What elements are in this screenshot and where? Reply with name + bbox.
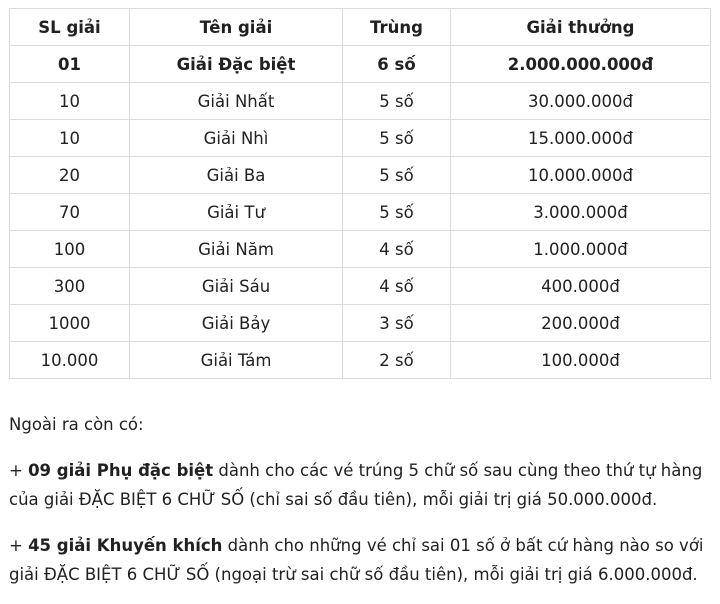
note-prefix: + [9,461,29,480]
note-bold-text: 45 giải Khuyến khích [28,536,223,555]
table-row [10,46,711,83]
cell-quantity: 01 [10,46,130,83]
cell-match: 5 số [343,194,451,231]
cell-quantity: 70 [10,194,130,231]
cell-amount: 200.000đ [451,305,711,342]
cell-quantity: 100 [10,231,130,268]
table-row [10,157,711,194]
table-row [10,83,711,120]
cell-prize-name: Giải Năm [130,231,343,268]
cell-quantity: 1000 [10,305,130,342]
cell-quantity: 10 [10,83,130,120]
cell-prize-name: Giải Bảy [130,305,343,342]
cell-quantity: 10.000 [10,342,130,379]
cell-amount: 3.000.000đ [451,194,711,231]
cell-prize-name: Giải Nhì [130,120,343,157]
cell-match: 4 số [343,268,451,305]
note-rest-text: dành cho các vé trúng 5 chữ số sau cùng theo thứ tự hàng của giải ĐẶC BIỆT 6 CHỮ SỐ (chỉ sai số đầu tiên), mỗi giải trị giá 50.000.000đ. [9,461,703,509]
cell-prize-name: Giải Ba [130,157,343,194]
cell-prize-name: Giải Sáu [130,268,343,305]
table-header-row [10,9,711,46]
column-header-sl-giai: SL giải [10,9,130,46]
cell-amount: 15.000.000đ [451,120,711,157]
note-bold-text: 09 giải Phụ đặc biệt [28,461,214,480]
prize-table [9,8,711,379]
cell-amount: 2.000.000.000đ [451,46,711,83]
cell-amount: 10.000.000đ [451,157,711,194]
table-row [10,231,711,268]
cell-quantity: 20 [10,157,130,194]
table-row [10,194,711,231]
table-row [10,268,711,305]
cell-match: 5 số [343,83,451,120]
column-header-ten-giai: Tên giải [130,9,343,46]
note-prefix: + [9,536,29,555]
table-row [10,342,711,379]
note-rest-text: dành cho những vé chỉ sai 01 số ở bất cứ hàng nào so với giải ĐẶC BIỆT 6 CHỮ SỐ (ngoại trừ sai chữ số đầu tiên), mỗi giải trị giá 6.000.000đ. [9,536,704,584]
cell-match: 6 số [343,46,451,83]
column-header-trung: Trùng [343,9,451,46]
table-row [10,120,711,157]
cell-quantity: 10 [10,120,130,157]
cell-prize-name: Giải Tám [130,342,343,379]
cell-match: 4 số [343,231,451,268]
column-header-giai-thuong: Giải thưởng [451,9,711,46]
cell-amount: 400.000đ [451,268,711,305]
table-row [10,305,711,342]
cell-prize-name: Giải Đặc biệt [130,46,343,83]
cell-match: 3 số [343,305,451,342]
notes-section [9,410,709,589]
cell-prize-name: Giải Nhất [130,83,343,120]
cell-amount: 30.000.000đ [451,83,711,120]
cell-match: 5 số [343,120,451,157]
cell-match: 5 số [343,157,451,194]
cell-match: 2 số [343,342,451,379]
cell-prize-name: Giải Tư [130,194,343,231]
cell-amount: 1.000.000đ [451,231,711,268]
note-item-phu-dac-biet [9,456,709,514]
note-item-khuyen-khich [9,531,709,589]
notes-intro: Ngoài ra còn có: [9,415,144,434]
cell-amount: 100.000đ [451,342,711,379]
cell-quantity: 300 [10,268,130,305]
